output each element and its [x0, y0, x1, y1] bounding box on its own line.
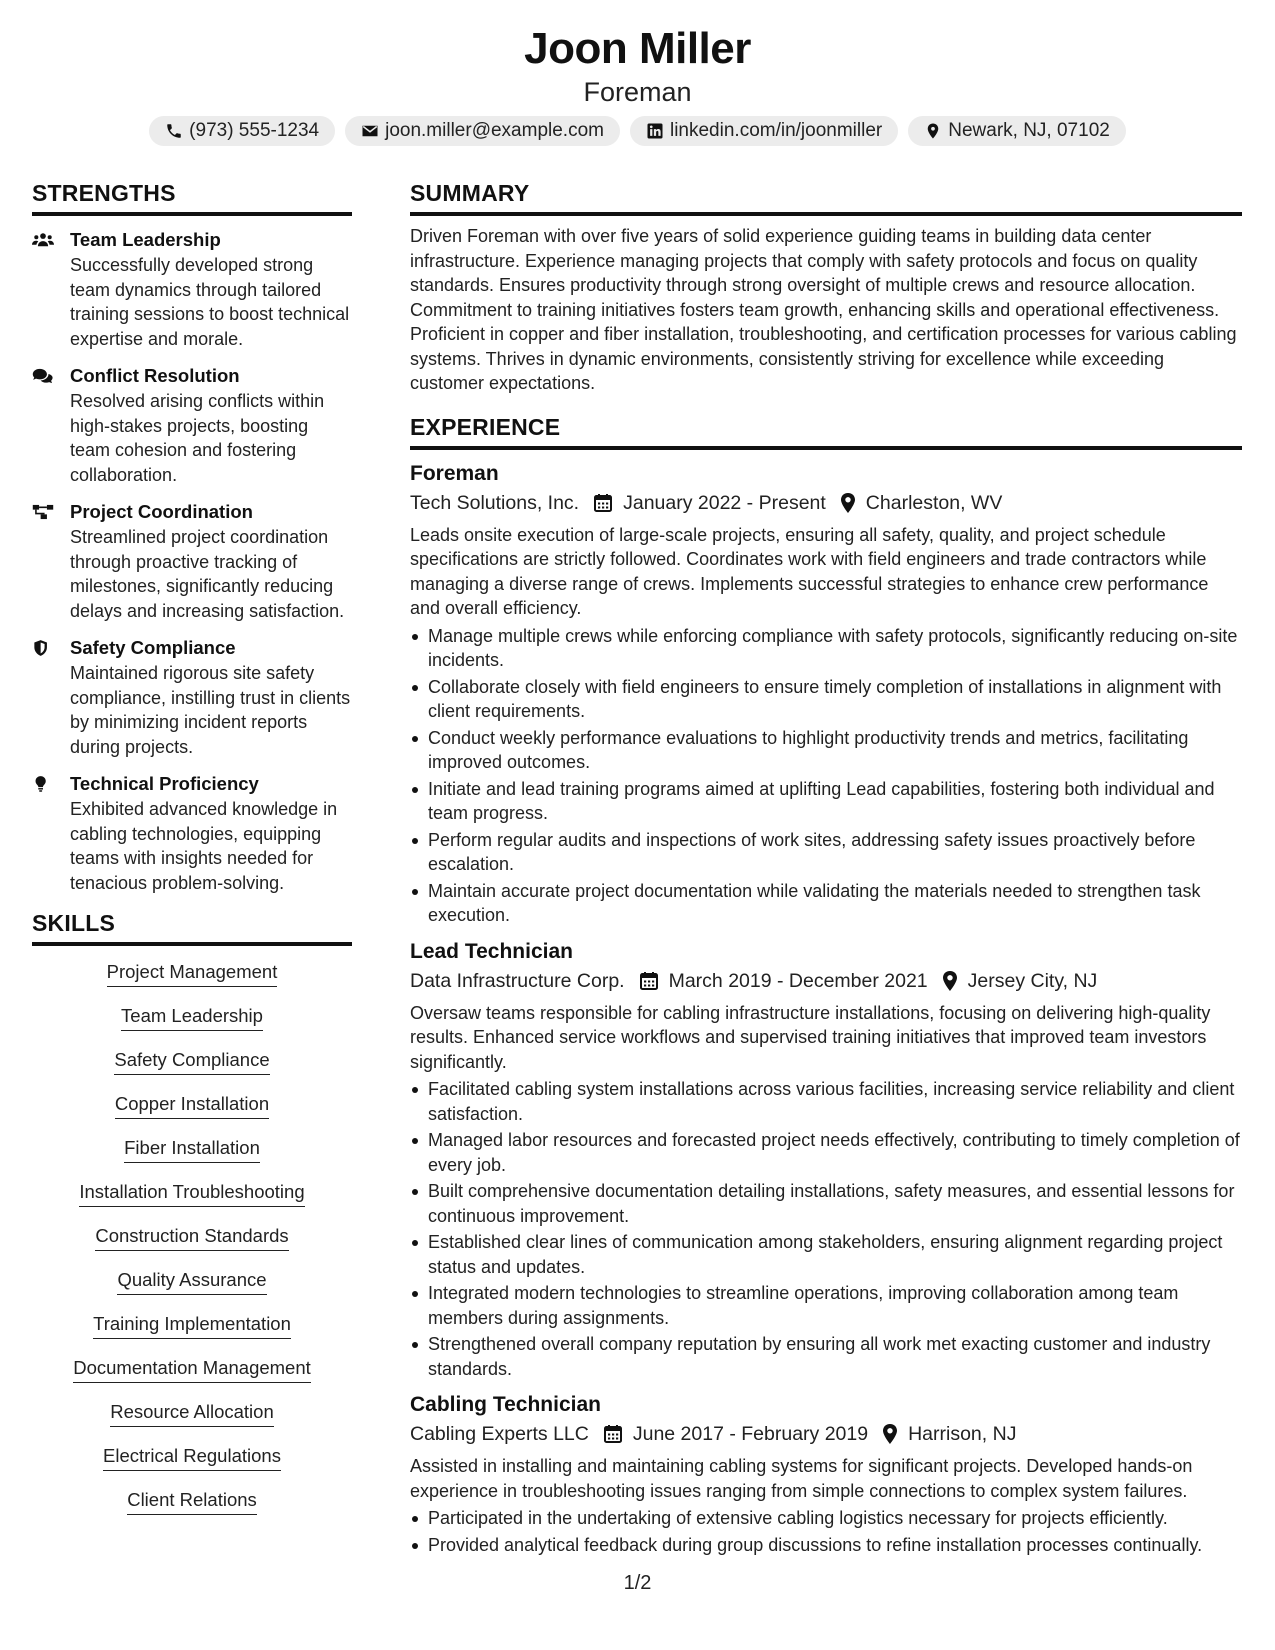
contact-email-text: joon.miller@example.com — [385, 120, 604, 141]
job-company: Tech Solutions, Inc. — [410, 491, 580, 514]
job-description: Leads onsite execution of large-scale projects, ensuring all safety, quality, and project schedule specifications are strictly followed. Coordinates work with field engineers and trade contractors while managing a diverse range of crews. Implements successful strategies to enhance crew performance and overall efficiency. — [410, 524, 1209, 618]
job-bullet: Integrated modern technologies to streamline operations, improving collaboration among team members during assignments. — [410, 1281, 1242, 1330]
job-meta — [410, 1420, 1242, 1448]
contact-email[interactable] — [345, 116, 620, 146]
map-pin-icon — [924, 122, 942, 140]
job-location: Charleston, WV — [865, 491, 1003, 514]
strengths-heading: STRENGTHS — [32, 178, 352, 216]
shield-icon — [32, 639, 54, 657]
strength-item — [32, 228, 352, 351]
map-pin-icon — [882, 1424, 898, 1444]
skill-tag: Project Management — [107, 960, 278, 987]
job-meta — [410, 489, 1242, 517]
job-company: Cabling Experts LLC — [410, 1423, 589, 1445]
map-pin-icon — [942, 971, 958, 991]
job-description: Assisted in installing and maintaining cabling systems for significant projects. Developed hands-on experience in troubleshooting issues ranging from simple connections to complex system failures. — [410, 1456, 1193, 1501]
strength-title: Safety Compliance — [70, 637, 236, 658]
skill-tag: Installation Troubleshooting — [79, 1180, 304, 1207]
skills-list — [32, 960, 352, 1532]
phone-icon — [165, 122, 183, 140]
skill-tag: Quality Assurance — [117, 1268, 266, 1295]
strength-item — [32, 636, 352, 759]
strength-item — [32, 500, 352, 623]
resume-header — [0, 22, 1275, 146]
strength-item — [32, 772, 352, 895]
skill-tag: Construction Standards — [95, 1224, 288, 1251]
users-icon — [32, 231, 54, 249]
linkedin-icon — [646, 122, 664, 140]
calendar-icon — [593, 493, 613, 513]
candidate-name: Joon Miller — [524, 24, 751, 73]
job-description: Oversaw teams responsible for cabling infrastructure installations, focusing on delivering high-quality results. Enhanced service workflows and supervised training initiatives that improved team investors significantly. — [410, 1002, 1211, 1072]
sitemap-icon — [32, 503, 54, 521]
job-bullet: Participated in the undertaking of extensive cabling logistics necessary for projects efficiently. — [410, 1506, 1242, 1531]
job-bullet: Established clear lines of communication among stakeholders, ensuring alignment regarding project status and updates. — [410, 1230, 1242, 1279]
strength-title: Team Leadership — [70, 229, 221, 250]
job-dates: March 2019 - December 2021 — [668, 969, 928, 992]
calendar-icon — [603, 1424, 623, 1444]
skill-tag: Documentation Management — [73, 1356, 311, 1383]
job-bullet: Collaborate closely with field engineers to ensure timely completion of installations in alignment with client requirements. — [410, 675, 1242, 724]
job-bullet: Provided analytical feedback during group discussions to refine installation processes continually. — [410, 1533, 1242, 1558]
comments-icon — [32, 367, 54, 385]
job-company: Data Infrastructure Corp. — [410, 969, 625, 992]
job-dates: June 2017 - February 2019 — [632, 1423, 869, 1445]
job-title: Cabling Technician — [410, 1393, 601, 1416]
left-column — [32, 178, 352, 1532]
contact-linkedin-text: linkedin.com/in/joonmiller — [669, 120, 883, 141]
summary-heading: SUMMARY — [410, 178, 1242, 216]
strength-title: Project Coordination — [70, 501, 253, 522]
candidate-title: Foreman — [583, 77, 692, 107]
job-bullet: Perform regular audits and inspections of work sites, addressing safety issues proactively before escalation. — [410, 828, 1242, 877]
job-location: Harrison, NJ — [908, 1423, 1017, 1445]
job-bullet: Manage multiple crews while enforcing compliance with safety protocols, significantly reducing on-site incidents. — [410, 624, 1242, 673]
strength-title: Technical Proficiency — [70, 773, 259, 794]
job-dates: January 2022 - Present — [623, 491, 826, 514]
contact-linkedin[interactable] — [630, 116, 898, 146]
skill-tag: Client Relations — [127, 1488, 257, 1515]
strength-text: Resolved arising conflicts within high-stakes projects, boosting team cohesion and fostering collaboration. — [70, 391, 325, 485]
job-bullet: Facilitated cabling system installations across various facilities, increasing service reliability and client satisfaction. — [410, 1077, 1242, 1126]
right-column — [410, 178, 1242, 1559]
envelope-icon — [361, 122, 379, 140]
job-title: Lead Technician — [410, 939, 573, 963]
job-bullets — [410, 1077, 1242, 1381]
summary-text: Driven Foreman with over five years of solid experience guiding teams in building data center infrastructure. Experience managing projects that comply with safety protocols and focus on quality standards. Ensures productivity through strong oversight of multiple crews and resource allocation. Commitment to training initiatives fosters team growth, enhancing skills and operational effectiveness. Proficient in copper and fiber installation, troubleshooting, and certification processes for various cabling systems. Thrives in dynamic environments, consistently striving for excellence while exceeding customer expectations. — [410, 226, 1237, 393]
strength-text: Successfully developed strong team dynamics through tailored training sessions to boost technical expertise and morale. — [70, 255, 350, 349]
job-entry — [410, 460, 1242, 928]
strengths-list — [32, 228, 352, 895]
job-entry — [410, 938, 1242, 1382]
job-bullet: Conduct weekly performance evaluations to highlight productivity trends and metrics, facilitating improved outcomes. — [410, 726, 1242, 775]
skill-tag: Resource Allocation — [110, 1400, 274, 1427]
skills-heading: SKILLS — [32, 908, 352, 946]
contact-location — [908, 116, 1126, 146]
page-number: 1/2 — [623, 1572, 652, 1594]
job-bullet: Strengthened overall company reputation by ensuring all work met exacting customer and industry standards. — [410, 1332, 1242, 1381]
map-pin-icon — [840, 493, 856, 513]
skill-tag: Team Leadership — [121, 1004, 263, 1031]
job-bullets — [410, 1506, 1242, 1557]
strength-item — [32, 364, 352, 487]
skill-tag: Fiber Installation — [124, 1136, 260, 1163]
experience-heading: EXPERIENCE — [410, 412, 1242, 450]
job-location: Jersey City, NJ — [967, 969, 1098, 992]
job-bullets — [410, 624, 1242, 928]
job-bullet: Built comprehensive documentation detailing installations, safety measures, and essential lessons for continuous improvement. — [410, 1179, 1242, 1228]
lightbulb-icon — [32, 775, 54, 793]
strength-text: Exhibited advanced knowledge in cabling technologies, equipping teams with insights needed for tenacious problem-solving. — [70, 799, 338, 893]
strength-title: Conflict Resolution — [70, 365, 240, 386]
strength-text: Maintained rigorous site safety compliance, instilling trust in clients by minimizing incident reports during projects. — [70, 663, 351, 757]
job-bullet: Initiate and lead training programs aimed at uplifting Lead capabilities, fostering both individual and team progress. — [410, 777, 1242, 826]
skill-tag: Electrical Regulations — [103, 1444, 281, 1471]
job-bullet: Managed labor resources and forecasted project needs effectively, contributing to timely completion of every job. — [410, 1128, 1242, 1177]
skill-tag: Safety Compliance — [114, 1048, 269, 1075]
strength-text: Streamlined project coordination through proactive tracking of milestones, significantly reducing delays and increasing satisfaction. — [70, 527, 345, 621]
job-title: Foreman — [410, 461, 499, 485]
skill-tag: Copper Installation — [115, 1092, 269, 1119]
calendar-icon — [639, 971, 659, 991]
contact-location-text: Newark, NJ, 07102 — [948, 120, 1110, 141]
experience-section — [410, 412, 1242, 1558]
skills-section — [32, 908, 352, 1532]
contact-phone[interactable] — [149, 116, 335, 146]
job-entry — [410, 1391, 1242, 1557]
contact-bar — [0, 116, 1275, 146]
job-meta — [410, 967, 1242, 995]
job-bullet: Maintain accurate project documentation while validating the materials needed to strengthen task execution. — [410, 879, 1242, 928]
contact-phone-text: (973) 555-1234 — [189, 120, 320, 141]
skill-tag: Training Implementation — [93, 1312, 291, 1339]
